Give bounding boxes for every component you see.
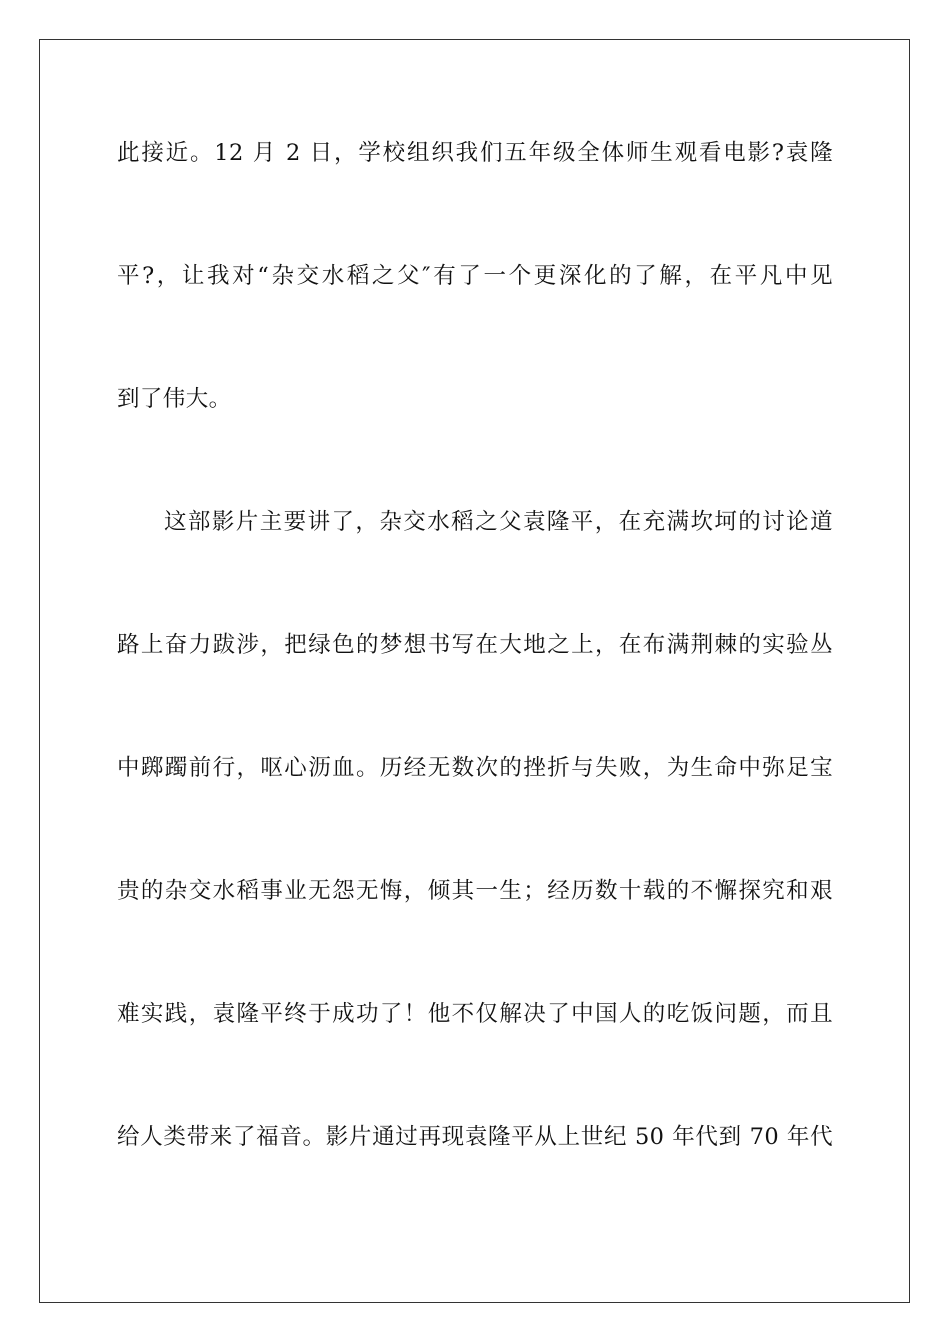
text-line-6: 中踯躅前行，呕心沥血。历经无数次的挫折与失败，为生命中弥足宝 [117, 755, 833, 781]
text-line-9: 给人类带来了福音。影片通过再现袁隆平从上世纪 50 年代到 70 年代 [117, 1124, 833, 1150]
text-line-3: 到了伟大。 [117, 386, 232, 412]
text-line-8: 难实践，袁隆平终于成功了！他不仅解决了中国人的吃饭问题，而且 [117, 1001, 833, 1027]
document-body [117, 130, 833, 1237]
text-line-1: 此接近。12 月 2 日，学校组织我们五年级全体师生观看电影?袁隆 [117, 140, 833, 166]
text-line-2: 平?，让我对“杂交水稻之父″有了一个更深化的了解，在平凡中见 [117, 263, 833, 289]
text-line-5: 路上奋力跋涉，把绿色的梦想书写在大地之上，在布满荆棘的实验丛 [117, 632, 833, 658]
text-line-4: 这部影片主要讲了，杂交水稻之父袁隆平，在充满坎坷的讨论道 [164, 509, 833, 535]
text-line-7: 贵的杂交水稻事业无怨无悔，倾其一生；经历数十载的不懈探究和艰 [117, 878, 833, 904]
